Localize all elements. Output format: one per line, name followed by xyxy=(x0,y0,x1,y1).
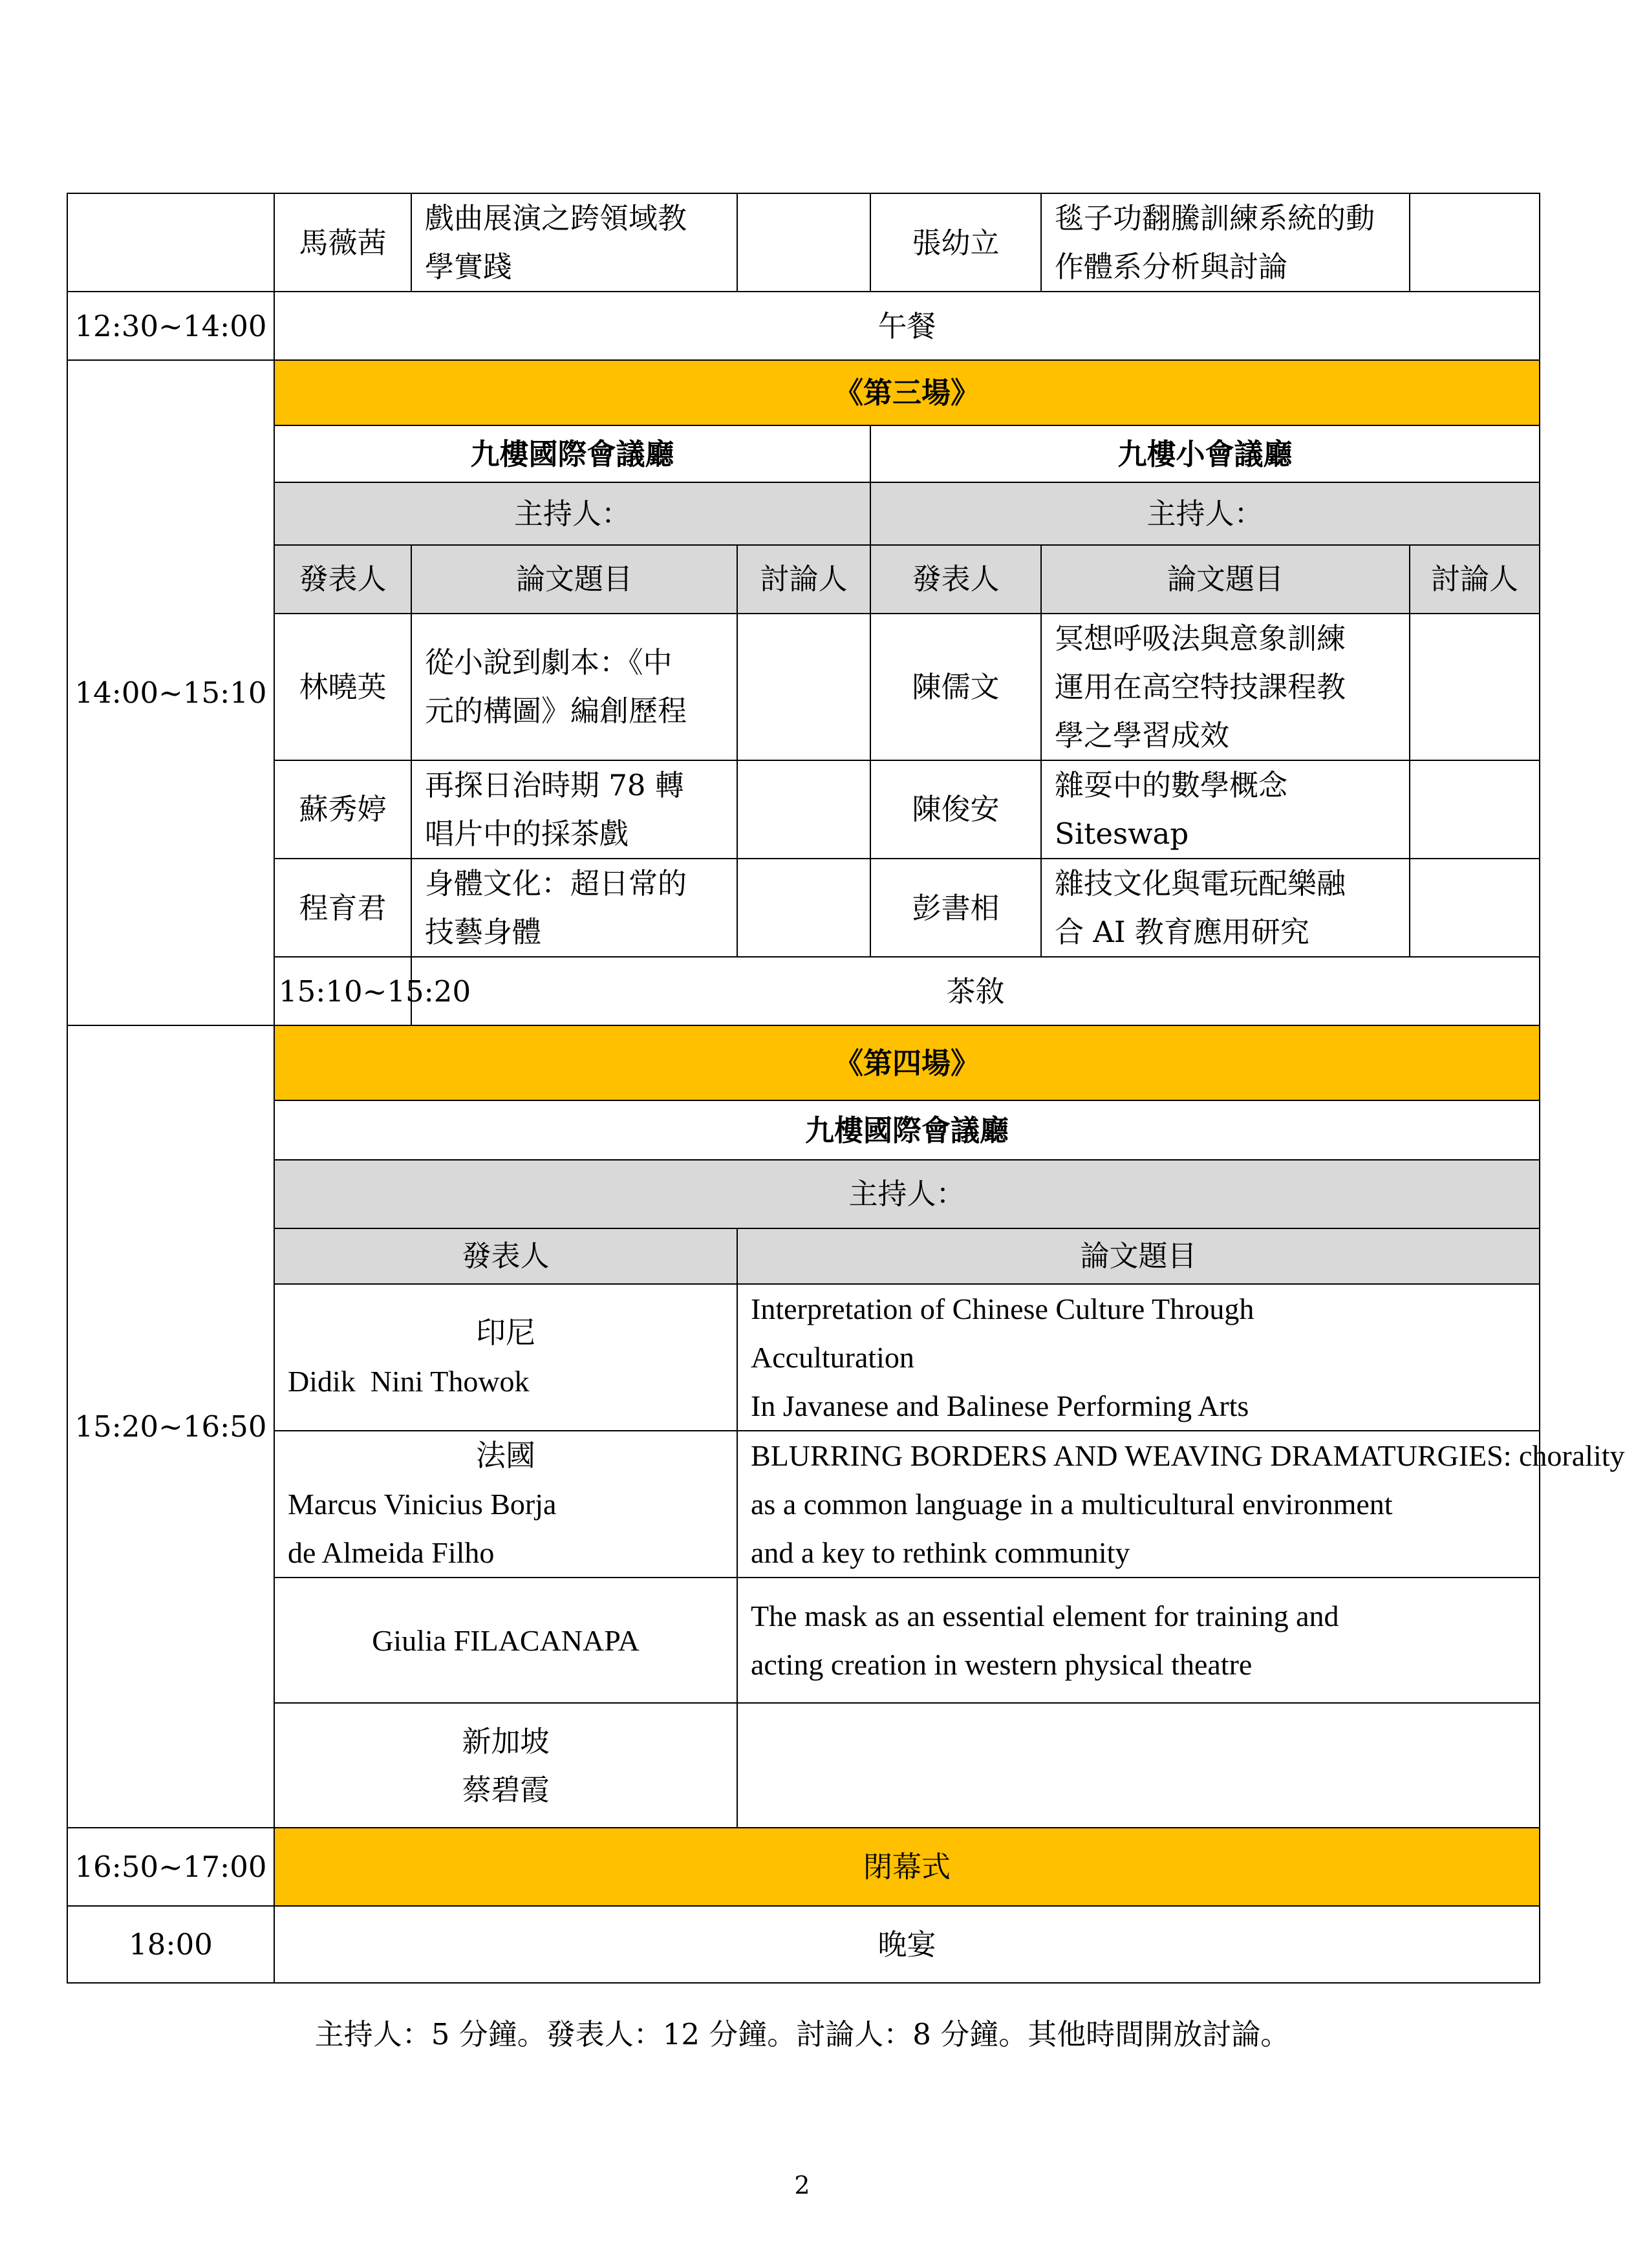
paper-title-cell: 冥想呼吸法與意象訓練 運用在高空特技課程教 學之學習成效 xyxy=(1041,614,1410,760)
session4-room-row xyxy=(67,1100,1540,1159)
title-header: 論文題目 xyxy=(1041,545,1410,614)
timing-note: 主持人：5 分鐘。發表人：12 分鐘。討論人：8 分鐘。其他時間開放討論。 xyxy=(314,2017,1290,2051)
presenter-cell: 程育君 xyxy=(274,859,411,957)
carryover-time-cell xyxy=(67,193,274,292)
host-label: 主持人： xyxy=(274,1160,1540,1228)
time-cell: 18:00 xyxy=(67,1906,274,1983)
right-host-label: 主持人： xyxy=(870,482,1540,544)
time-cell: 12:30~14:00 xyxy=(67,292,274,360)
banquet-row xyxy=(67,1906,1540,1983)
time-cell: 15:10~15:20 xyxy=(274,957,411,1025)
paper-title-cell: 雜技文化與電玩配樂融 合 AI 教育應用研究 xyxy=(1041,859,1410,957)
tea-row xyxy=(67,957,1540,1025)
table-row xyxy=(67,1284,1540,1431)
paper-title-cell: 從小說到劇本：《中 元的構圖》編創歷程 xyxy=(411,614,737,760)
presenter-header: 發表人 xyxy=(274,1228,737,1284)
discussant-cell xyxy=(1410,193,1540,292)
session3-room-row xyxy=(67,425,1540,482)
title-header: 論文題目 xyxy=(411,545,737,614)
presenter-cell: 新加坡 蔡碧霞 xyxy=(274,1703,737,1827)
session3-host-row xyxy=(67,482,1540,544)
table-row xyxy=(67,614,1540,760)
paper-title-cell: 毯子功翻騰訓練系統的動 作體系分析與討論 xyxy=(1041,193,1410,292)
paper-title-cell: 身體文化：超日常的 技藝身體 xyxy=(411,859,737,957)
lunch-label: 午餐 xyxy=(274,292,1540,360)
discussant-header: 討論人 xyxy=(1410,545,1540,614)
discussant-header: 討論人 xyxy=(737,545,870,614)
time-cell: 16:50~17:00 xyxy=(67,1828,274,1906)
presenter-cell: 林曉英 xyxy=(274,614,411,760)
table-row xyxy=(67,760,1540,859)
presenter-cell: Giulia FILACANAPA xyxy=(274,1578,737,1703)
discussant-cell xyxy=(1410,614,1540,760)
page-number: 2 xyxy=(794,2171,810,2199)
time-cell: 15:20~16:50 xyxy=(67,1025,274,1827)
session4-host-row xyxy=(67,1160,1540,1228)
session3-header-row xyxy=(67,545,1540,614)
presenter-header: 發表人 xyxy=(274,545,411,614)
paper-title-cell: The mask as an essential element for training and acting creation in western physical theatre xyxy=(737,1578,1540,1703)
table-row xyxy=(67,1703,1540,1827)
schedule-table xyxy=(67,193,1625,1984)
presenter-cell: 張幼立 xyxy=(870,193,1041,292)
presenter-cell: 印尼 Didik Nini Thowok xyxy=(274,1284,737,1431)
session4-header-row xyxy=(67,1228,1540,1284)
table-row xyxy=(67,1578,1540,1703)
discussant-cell xyxy=(737,760,870,859)
presenter-cell: 陳儒文 xyxy=(870,614,1041,760)
presenter-cell: 陳俊安 xyxy=(870,760,1041,859)
discussant-cell xyxy=(737,614,870,760)
discussant-cell xyxy=(1410,859,1540,957)
discussant-cell xyxy=(737,193,870,292)
paper-title-cell: Interpretation of Chinese Culture Through Acculturation In Javanese and Balinese Performing Arts xyxy=(737,1284,1540,1431)
left-room-name: 九樓國際會議廳 xyxy=(274,425,870,482)
table-row xyxy=(67,1431,1540,1578)
presenter-cell: 法國 Marcus Vinicius Borja de Almeida Filho xyxy=(274,1431,737,1578)
table-row xyxy=(67,859,1540,957)
presenter-cell: 蘇秀婷 xyxy=(274,760,411,859)
left-host-label: 主持人： xyxy=(274,482,870,544)
session3-title-row xyxy=(67,360,1540,425)
lunch-row xyxy=(67,292,1540,360)
paper-title-cell xyxy=(737,1703,1540,1827)
session3-title: 《第三場》 xyxy=(274,360,1540,425)
title-header: 論文題目 xyxy=(737,1228,1540,1284)
tea-label: 茶敘 xyxy=(411,957,1540,1025)
discussant-cell xyxy=(1410,760,1540,859)
presenter-cell: 彭書相 xyxy=(870,859,1041,957)
room-name: 九樓國際會議廳 xyxy=(274,1100,1540,1159)
presenter-cell: 馬薇茜 xyxy=(274,193,411,292)
discussant-cell xyxy=(737,859,870,957)
session4-title: 《第四場》 xyxy=(274,1025,1540,1100)
presenter-header: 發表人 xyxy=(870,545,1041,614)
banquet-label: 晚宴 xyxy=(274,1906,1540,1983)
paper-title-cell: 再探日治時期 78 轉 唱片中的採茶戲 xyxy=(411,760,737,859)
session4-title-row xyxy=(67,1025,1540,1100)
paper-title-cell: 雜耍中的數學概念 Siteswap xyxy=(1041,760,1410,859)
paper-title-cell: 戲曲展演之跨領域教 學實踐 xyxy=(411,193,737,292)
paper-title-cell: BLURRING BORDERS AND WEAVING DRAMATURGIES: chorality as a common language in a multicultural environment and a key to rethink community xyxy=(737,1431,1540,1578)
right-room-name: 九樓小會議廳 xyxy=(870,425,1540,482)
carryover-row xyxy=(67,193,1540,292)
closing-row xyxy=(67,1828,1540,1906)
closing-label: 閉幕式 xyxy=(274,1828,1540,1906)
time-cell: 14:00~15:10 xyxy=(67,360,274,1025)
